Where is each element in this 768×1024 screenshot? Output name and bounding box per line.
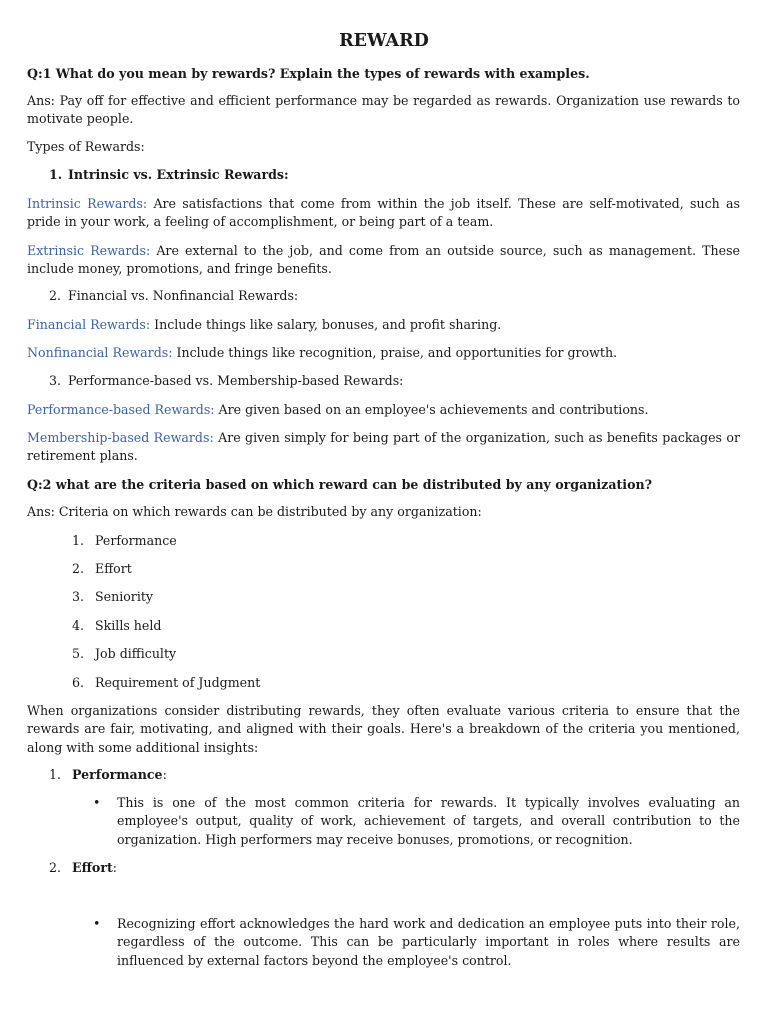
list-number: 1. bbox=[49, 767, 62, 782]
reward-description: Include things like recognition, praise, and opportunities for growth. bbox=[172, 345, 618, 360]
criteria-intro: When organizations consider distributing rewards, they often evaluate various criteria to ensure that the rewards are fair, motivating, and aligned with their goals. Here's a breakdown of the criteria you mentioned, along with some additional insights: bbox=[27, 703, 740, 755]
criteria-detail-colon: : bbox=[112, 860, 118, 875]
list-number: 2. bbox=[49, 860, 62, 875]
reward-item bbox=[27, 195, 740, 232]
document-title: REWARD bbox=[339, 31, 429, 51]
reward-description: Include things like salary, bonuses, and profit sharing. bbox=[150, 317, 502, 332]
criteria-detail-label: Performance bbox=[72, 767, 163, 782]
list-number: 2. bbox=[72, 561, 85, 576]
reward-item bbox=[27, 316, 740, 334]
bullet-icon: • bbox=[93, 916, 101, 931]
reward-group-heading bbox=[49, 372, 739, 390]
reward-term: Nonfinancial Rewards: bbox=[27, 345, 173, 360]
types-label: Types of Rewards: bbox=[27, 139, 145, 154]
list-number: 3. bbox=[49, 373, 62, 388]
criteria-label: Effort bbox=[95, 561, 132, 576]
reward-term: Financial Rewards: bbox=[27, 317, 151, 332]
reward-description: Are external to the job, and come from an outside source, such as management. These include money, promotions, and fringe benefits. bbox=[27, 243, 740, 277]
criteria-label: Performance bbox=[95, 533, 177, 548]
criteria-detail-text: This is one of the most common criteria for rewards. It typically involves evaluating an employee's output, quality of work, achievement of targets, and overall contribution to the organization. High performers may receive bonuses, promotions, or recognition. bbox=[117, 795, 740, 847]
list-number: 2. bbox=[49, 288, 62, 303]
criteria-item bbox=[72, 560, 672, 578]
criteria-label: Seniority bbox=[95, 589, 154, 604]
criteria-item bbox=[72, 532, 672, 550]
criteria-detail-colon: : bbox=[162, 767, 167, 782]
reward-description: Are given based on an employee's achievements and contributions. bbox=[214, 402, 649, 417]
criteria-label: Skills held bbox=[95, 618, 162, 633]
criteria-detail-label: Effort bbox=[72, 860, 113, 875]
criteria-item bbox=[72, 674, 672, 692]
criteria-item bbox=[72, 645, 672, 663]
list-number: 3. bbox=[72, 589, 85, 604]
list-number: 4. bbox=[72, 618, 85, 633]
reward-group-heading bbox=[49, 166, 739, 184]
reward-group-heading bbox=[49, 287, 739, 305]
list-number: 5. bbox=[72, 646, 85, 661]
list-number: 1. bbox=[49, 167, 63, 182]
bullet-icon: • bbox=[93, 795, 101, 810]
reward-item bbox=[27, 344, 740, 362]
group-heading-text: Performance-based vs. Membership-based Rewards: bbox=[68, 373, 404, 388]
criteria-label: Job difficulty bbox=[95, 646, 177, 661]
criteria-item bbox=[72, 588, 672, 606]
group-heading-text: Intrinsic vs. Extrinsic Rewards: bbox=[68, 167, 289, 182]
question-1: Q:1 What do you mean by rewards? Explain the types of rewards with examples. bbox=[27, 66, 590, 81]
list-number: 6. bbox=[72, 675, 85, 690]
criteria-detail-text: Recognizing effort acknowledges the hard work and dedication an employee puts into their role, regardless of the outcome. This can be particularly important in roles where results are influenced by external factors beyond the employee's control. bbox=[117, 916, 740, 968]
criteria-item bbox=[72, 617, 672, 635]
reward-item bbox=[27, 242, 740, 279]
reward-term: Performance-based Rewards: bbox=[27, 402, 215, 417]
reward-description: Are satisfactions that come from within the job itself. These are self-motivated, such as pride in your work, a feeling of accomplishment, or being part of a team. bbox=[27, 196, 740, 230]
reward-term: Extrinsic Rewards: bbox=[27, 243, 151, 258]
criteria-detail-heading bbox=[49, 766, 739, 784]
group-heading-text: Financial vs. Nonfinancial Rewards: bbox=[68, 288, 299, 303]
criteria-detail-heading bbox=[49, 859, 739, 877]
answer-1: Ans: Pay off for effective and efficient performance may be regarded as rewards. Organization use rewards to motivate people. bbox=[27, 93, 740, 127]
criteria-label: Requirement of Judgment bbox=[95, 675, 261, 690]
reward-description: Are given simply for being part of the organization, such as benefits packages or retirement plans. bbox=[27, 430, 740, 464]
reward-term: Membership-based Rewards: bbox=[27, 430, 214, 445]
reward-term: Intrinsic Rewards: bbox=[27, 196, 148, 211]
question-2: Q:2 what are the criteria based on which reward can be distributed by any organization? bbox=[27, 477, 653, 492]
reward-item bbox=[27, 429, 740, 466]
answer-2: Ans: Criteria on which rewards can be distributed by any organization: bbox=[27, 504, 482, 519]
reward-item bbox=[27, 401, 740, 419]
list-number: 1. bbox=[72, 533, 85, 548]
